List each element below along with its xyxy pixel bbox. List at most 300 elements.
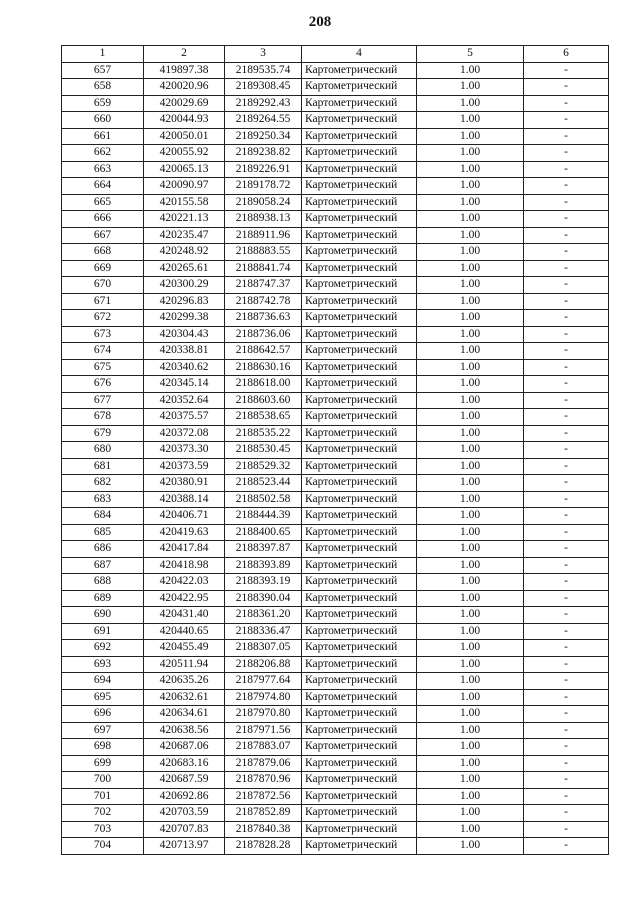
note-cell: -: [524, 557, 609, 574]
note-cell: -: [524, 409, 609, 426]
note-cell: -: [524, 656, 609, 673]
point-number-cell: 670: [62, 277, 144, 294]
method-cell: Картометрический: [302, 409, 417, 426]
table-row: [62, 722, 609, 739]
x-coordinate-cell: 420090.97: [144, 178, 225, 195]
accuracy-cell: 1.00: [417, 194, 524, 211]
y-coordinate-cell: 2187840.38: [225, 821, 302, 838]
accuracy-cell: 1.00: [417, 326, 524, 343]
note-cell: -: [524, 343, 609, 360]
table-row: [62, 79, 609, 96]
note-cell: -: [524, 211, 609, 228]
method-cell: Картометрический: [302, 475, 417, 492]
x-coordinate-cell: 420055.92: [144, 145, 225, 162]
method-cell: Картометрический: [302, 359, 417, 376]
method-cell: Картометрический: [302, 95, 417, 112]
method-cell: Картометрический: [302, 491, 417, 508]
column-header-5: 5: [417, 46, 524, 63]
point-number-cell: 672: [62, 310, 144, 327]
point-number-cell: 671: [62, 293, 144, 310]
note-cell: -: [524, 128, 609, 145]
accuracy-cell: 1.00: [417, 62, 524, 79]
point-number-cell: 676: [62, 376, 144, 393]
note-cell: -: [524, 194, 609, 211]
note-cell: -: [524, 623, 609, 640]
table-row: [62, 376, 609, 393]
accuracy-cell: 1.00: [417, 574, 524, 591]
method-cell: Картометрический: [302, 706, 417, 723]
x-coordinate-cell: 420373.59: [144, 458, 225, 475]
x-coordinate-cell: 420372.08: [144, 425, 225, 442]
note-cell: -: [524, 161, 609, 178]
point-number-cell: 691: [62, 623, 144, 640]
x-coordinate-cell: 420455.49: [144, 640, 225, 657]
note-cell: -: [524, 244, 609, 261]
x-coordinate-cell: 420406.71: [144, 508, 225, 525]
point-number-cell: 674: [62, 343, 144, 360]
point-number-cell: 695: [62, 689, 144, 706]
y-coordinate-cell: 2189058.24: [225, 194, 302, 211]
y-coordinate-cell: 2189264.55: [225, 112, 302, 129]
note-cell: -: [524, 260, 609, 277]
table-body: [62, 62, 609, 854]
x-coordinate-cell: 420050.01: [144, 128, 225, 145]
note-cell: -: [524, 640, 609, 657]
point-number-cell: 681: [62, 458, 144, 475]
method-cell: Картометрический: [302, 227, 417, 244]
table-row: [62, 442, 609, 459]
x-coordinate-cell: 420431.40: [144, 607, 225, 624]
table-row: [62, 343, 609, 360]
accuracy-cell: 1.00: [417, 244, 524, 261]
x-coordinate-cell: 420044.93: [144, 112, 225, 129]
point-number-cell: 669: [62, 260, 144, 277]
accuracy-cell: 1.00: [417, 260, 524, 277]
point-number-cell: 677: [62, 392, 144, 409]
y-coordinate-cell: 2187852.89: [225, 805, 302, 822]
accuracy-cell: 1.00: [417, 821, 524, 838]
y-coordinate-cell: 2188206.88: [225, 656, 302, 673]
point-number-cell: 692: [62, 640, 144, 657]
table-row: [62, 425, 609, 442]
table-row: [62, 95, 609, 112]
header-row: [62, 46, 609, 63]
note-cell: -: [524, 310, 609, 327]
x-coordinate-cell: 420634.61: [144, 706, 225, 723]
y-coordinate-cell: 2188642.57: [225, 343, 302, 360]
x-coordinate-cell: 420638.56: [144, 722, 225, 739]
note-cell: -: [524, 673, 609, 690]
accuracy-cell: 1.00: [417, 706, 524, 723]
y-coordinate-cell: 2188538.65: [225, 409, 302, 426]
note-cell: -: [524, 541, 609, 558]
y-coordinate-cell: 2187974.80: [225, 689, 302, 706]
table-row: [62, 574, 609, 591]
point-number-cell: 665: [62, 194, 144, 211]
method-cell: Картометрический: [302, 211, 417, 228]
method-cell: Картометрический: [302, 326, 417, 343]
point-number-cell: 704: [62, 838, 144, 855]
point-number-cell: 668: [62, 244, 144, 261]
method-cell: Картометрический: [302, 62, 417, 79]
method-cell: Картометрический: [302, 557, 417, 574]
x-coordinate-cell: 420265.61: [144, 260, 225, 277]
y-coordinate-cell: 2189308.45: [225, 79, 302, 96]
x-coordinate-cell: 420687.59: [144, 772, 225, 789]
y-coordinate-cell: 2188502.58: [225, 491, 302, 508]
accuracy-cell: 1.00: [417, 95, 524, 112]
point-number-cell: 696: [62, 706, 144, 723]
method-cell: Картометрический: [302, 376, 417, 393]
accuracy-cell: 1.00: [417, 359, 524, 376]
method-cell: Картометрический: [302, 607, 417, 624]
x-coordinate-cell: 420418.98: [144, 557, 225, 574]
accuracy-cell: 1.00: [417, 392, 524, 409]
accuracy-cell: 1.00: [417, 689, 524, 706]
note-cell: -: [524, 607, 609, 624]
method-cell: Картометрический: [302, 145, 417, 162]
accuracy-cell: 1.00: [417, 541, 524, 558]
method-cell: Картометрический: [302, 640, 417, 657]
x-coordinate-cell: 420692.86: [144, 788, 225, 805]
column-header-1: 1: [62, 46, 144, 63]
y-coordinate-cell: 2188535.22: [225, 425, 302, 442]
table-row: [62, 491, 609, 508]
method-cell: Картометрический: [302, 574, 417, 591]
note-cell: -: [524, 574, 609, 591]
table-row: [62, 821, 609, 838]
table-row: [62, 590, 609, 607]
y-coordinate-cell: 2189250.34: [225, 128, 302, 145]
accuracy-cell: 1.00: [417, 293, 524, 310]
accuracy-cell: 1.00: [417, 755, 524, 772]
note-cell: -: [524, 293, 609, 310]
note-cell: -: [524, 227, 609, 244]
table-row: [62, 640, 609, 657]
point-number-cell: 662: [62, 145, 144, 162]
method-cell: Картометрический: [302, 541, 417, 558]
accuracy-cell: 1.00: [417, 425, 524, 442]
y-coordinate-cell: 2188336.47: [225, 623, 302, 640]
x-coordinate-cell: 420422.95: [144, 590, 225, 607]
note-cell: -: [524, 706, 609, 723]
method-cell: Картометрический: [302, 161, 417, 178]
table-row: [62, 409, 609, 426]
accuracy-cell: 1.00: [417, 475, 524, 492]
accuracy-cell: 1.00: [417, 145, 524, 162]
method-cell: Картометрический: [302, 590, 417, 607]
point-number-cell: 663: [62, 161, 144, 178]
table-row: [62, 755, 609, 772]
accuracy-cell: 1.00: [417, 772, 524, 789]
point-number-cell: 659: [62, 95, 144, 112]
y-coordinate-cell: 2187872.56: [225, 788, 302, 805]
point-number-cell: 686: [62, 541, 144, 558]
note-cell: -: [524, 475, 609, 492]
x-coordinate-cell: 420419.63: [144, 524, 225, 541]
accuracy-cell: 1.00: [417, 524, 524, 541]
point-number-cell: 694: [62, 673, 144, 690]
table-row: [62, 805, 609, 822]
table-row: [62, 112, 609, 129]
method-cell: Картометрический: [302, 524, 417, 541]
x-coordinate-cell: 420338.81: [144, 343, 225, 360]
note-cell: -: [524, 112, 609, 129]
accuracy-cell: 1.00: [417, 310, 524, 327]
note-cell: -: [524, 739, 609, 756]
y-coordinate-cell: 2189535.74: [225, 62, 302, 79]
x-coordinate-cell: 420373.30: [144, 442, 225, 459]
note-cell: -: [524, 805, 609, 822]
point-number-cell: 688: [62, 574, 144, 591]
y-coordinate-cell: 2187970.80: [225, 706, 302, 723]
column-header-2: 2: [144, 46, 225, 63]
point-number-cell: 660: [62, 112, 144, 129]
method-cell: Картометрический: [302, 79, 417, 96]
method-cell: Картометрический: [302, 838, 417, 855]
table-row: [62, 277, 609, 294]
accuracy-cell: 1.00: [417, 112, 524, 129]
point-number-cell: 680: [62, 442, 144, 459]
y-coordinate-cell: 2189238.82: [225, 145, 302, 162]
y-coordinate-cell: 2188736.06: [225, 326, 302, 343]
x-coordinate-cell: 420388.14: [144, 491, 225, 508]
table-header: [62, 46, 609, 63]
table-row: [62, 557, 609, 574]
note-cell: -: [524, 62, 609, 79]
x-coordinate-cell: 420020.96: [144, 79, 225, 96]
table-row: [62, 656, 609, 673]
x-coordinate-cell: 420248.92: [144, 244, 225, 261]
point-number-cell: 664: [62, 178, 144, 195]
y-coordinate-cell: 2188736.63: [225, 310, 302, 327]
method-cell: Картометрический: [302, 623, 417, 640]
x-coordinate-cell: 420417.84: [144, 541, 225, 558]
accuracy-cell: 1.00: [417, 458, 524, 475]
x-coordinate-cell: 420155.58: [144, 194, 225, 211]
method-cell: Картометрический: [302, 772, 417, 789]
method-cell: Картометрический: [302, 310, 417, 327]
note-cell: -: [524, 392, 609, 409]
y-coordinate-cell: 2188630.16: [225, 359, 302, 376]
x-coordinate-cell: 420065.13: [144, 161, 225, 178]
point-number-cell: 684: [62, 508, 144, 525]
method-cell: Картометрический: [302, 277, 417, 294]
y-coordinate-cell: 2188397.87: [225, 541, 302, 558]
accuracy-cell: 1.00: [417, 376, 524, 393]
table-row: [62, 392, 609, 409]
table-row: [62, 458, 609, 475]
method-cell: Картометрический: [302, 425, 417, 442]
y-coordinate-cell: 2188393.19: [225, 574, 302, 591]
table-row: [62, 310, 609, 327]
x-coordinate-cell: 420029.69: [144, 95, 225, 112]
table-row: [62, 524, 609, 541]
x-coordinate-cell: 420221.13: [144, 211, 225, 228]
note-cell: -: [524, 821, 609, 838]
column-header-4: 4: [302, 46, 417, 63]
accuracy-cell: 1.00: [417, 557, 524, 574]
note-cell: -: [524, 508, 609, 525]
x-coordinate-cell: 420296.83: [144, 293, 225, 310]
table-row: [62, 293, 609, 310]
method-cell: Картометрический: [302, 178, 417, 195]
method-cell: Картометрический: [302, 392, 417, 409]
accuracy-cell: 1.00: [417, 211, 524, 228]
accuracy-cell: 1.00: [417, 838, 524, 855]
point-number-cell: 678: [62, 409, 144, 426]
note-cell: -: [524, 838, 609, 855]
y-coordinate-cell: 2188393.89: [225, 557, 302, 574]
point-number-cell: 701: [62, 788, 144, 805]
method-cell: Картометрический: [302, 755, 417, 772]
method-cell: Картометрический: [302, 128, 417, 145]
x-coordinate-cell: 420713.97: [144, 838, 225, 855]
point-number-cell: 675: [62, 359, 144, 376]
method-cell: Картометрический: [302, 293, 417, 310]
method-cell: Картометрический: [302, 673, 417, 690]
x-coordinate-cell: 420300.29: [144, 277, 225, 294]
note-cell: -: [524, 755, 609, 772]
x-coordinate-cell: 420632.61: [144, 689, 225, 706]
method-cell: Картометрический: [302, 805, 417, 822]
table-row: [62, 788, 609, 805]
y-coordinate-cell: 2188400.65: [225, 524, 302, 541]
y-coordinate-cell: 2187977.64: [225, 673, 302, 690]
method-cell: Картометрический: [302, 260, 417, 277]
method-cell: Картометрический: [302, 722, 417, 739]
method-cell: Картометрический: [302, 821, 417, 838]
point-number-cell: 685: [62, 524, 144, 541]
point-number-cell: 689: [62, 590, 144, 607]
x-coordinate-cell: 420352.64: [144, 392, 225, 409]
accuracy-cell: 1.00: [417, 161, 524, 178]
note-cell: -: [524, 359, 609, 376]
table-row: [62, 508, 609, 525]
note-cell: -: [524, 79, 609, 96]
accuracy-cell: 1.00: [417, 343, 524, 360]
table-row: [62, 689, 609, 706]
note-cell: -: [524, 95, 609, 112]
accuracy-cell: 1.00: [417, 607, 524, 624]
point-number-cell: 697: [62, 722, 144, 739]
method-cell: Картометрический: [302, 194, 417, 211]
accuracy-cell: 1.00: [417, 590, 524, 607]
note-cell: -: [524, 722, 609, 739]
point-number-cell: 698: [62, 739, 144, 756]
point-number-cell: 703: [62, 821, 144, 838]
y-coordinate-cell: 2187971.56: [225, 722, 302, 739]
table-row: [62, 607, 609, 624]
y-coordinate-cell: 2188361.20: [225, 607, 302, 624]
table-row: [62, 772, 609, 789]
column-header-3: 3: [225, 46, 302, 63]
accuracy-cell: 1.00: [417, 178, 524, 195]
note-cell: -: [524, 458, 609, 475]
x-coordinate-cell: 420703.59: [144, 805, 225, 822]
accuracy-cell: 1.00: [417, 277, 524, 294]
table-row: [62, 673, 609, 690]
x-coordinate-cell: 420422.03: [144, 574, 225, 591]
y-coordinate-cell: 2188742.78: [225, 293, 302, 310]
point-number-cell: 666: [62, 211, 144, 228]
point-number-cell: 699: [62, 755, 144, 772]
point-number-cell: 693: [62, 656, 144, 673]
table-row: [62, 359, 609, 376]
y-coordinate-cell: 2188530.45: [225, 442, 302, 459]
table-row: [62, 62, 609, 79]
method-cell: Картометрический: [302, 112, 417, 129]
x-coordinate-cell: 420635.26: [144, 673, 225, 690]
point-number-cell: 700: [62, 772, 144, 789]
x-coordinate-cell: 420345.14: [144, 376, 225, 393]
y-coordinate-cell: 2187870.96: [225, 772, 302, 789]
table-row: [62, 475, 609, 492]
y-coordinate-cell: 2188390.04: [225, 590, 302, 607]
method-cell: Картометрический: [302, 656, 417, 673]
y-coordinate-cell: 2189292.43: [225, 95, 302, 112]
note-cell: -: [524, 145, 609, 162]
accuracy-cell: 1.00: [417, 722, 524, 739]
table-row: [62, 260, 609, 277]
table-row: [62, 178, 609, 195]
y-coordinate-cell: 2188307.05: [225, 640, 302, 657]
y-coordinate-cell: 2189226.91: [225, 161, 302, 178]
point-number-cell: 679: [62, 425, 144, 442]
note-cell: -: [524, 590, 609, 607]
x-coordinate-cell: 420380.91: [144, 475, 225, 492]
table-row: [62, 623, 609, 640]
table-row: [62, 145, 609, 162]
accuracy-cell: 1.00: [417, 409, 524, 426]
x-coordinate-cell: 420440.65: [144, 623, 225, 640]
table-row: [62, 161, 609, 178]
x-coordinate-cell: 420511.94: [144, 656, 225, 673]
note-cell: -: [524, 788, 609, 805]
note-cell: -: [524, 442, 609, 459]
table-row: [62, 706, 609, 723]
table-row: [62, 541, 609, 558]
accuracy-cell: 1.00: [417, 79, 524, 96]
note-cell: -: [524, 425, 609, 442]
note-cell: -: [524, 524, 609, 541]
point-number-cell: 682: [62, 475, 144, 492]
point-number-cell: 690: [62, 607, 144, 624]
y-coordinate-cell: 2187879.06: [225, 755, 302, 772]
y-coordinate-cell: 2188523.44: [225, 475, 302, 492]
y-coordinate-cell: 2188883.55: [225, 244, 302, 261]
x-coordinate-cell: 420683.16: [144, 755, 225, 772]
table-row: [62, 739, 609, 756]
table-row: [62, 194, 609, 211]
accuracy-cell: 1.00: [417, 673, 524, 690]
coordinates-table: [61, 45, 609, 855]
method-cell: Картометрический: [302, 343, 417, 360]
column-header-6: 6: [524, 46, 609, 63]
point-number-cell: 683: [62, 491, 144, 508]
y-coordinate-cell: 2187828.28: [225, 838, 302, 855]
y-coordinate-cell: 2188911.96: [225, 227, 302, 244]
y-coordinate-cell: 2188603.60: [225, 392, 302, 409]
table-row: [62, 128, 609, 145]
page-number: 208: [308, 14, 332, 30]
x-coordinate-cell: 420707.83: [144, 821, 225, 838]
y-coordinate-cell: 2188938.13: [225, 211, 302, 228]
y-coordinate-cell: 2189178.72: [225, 178, 302, 195]
method-cell: Картометрический: [302, 458, 417, 475]
table-row: [62, 838, 609, 855]
note-cell: -: [524, 326, 609, 343]
